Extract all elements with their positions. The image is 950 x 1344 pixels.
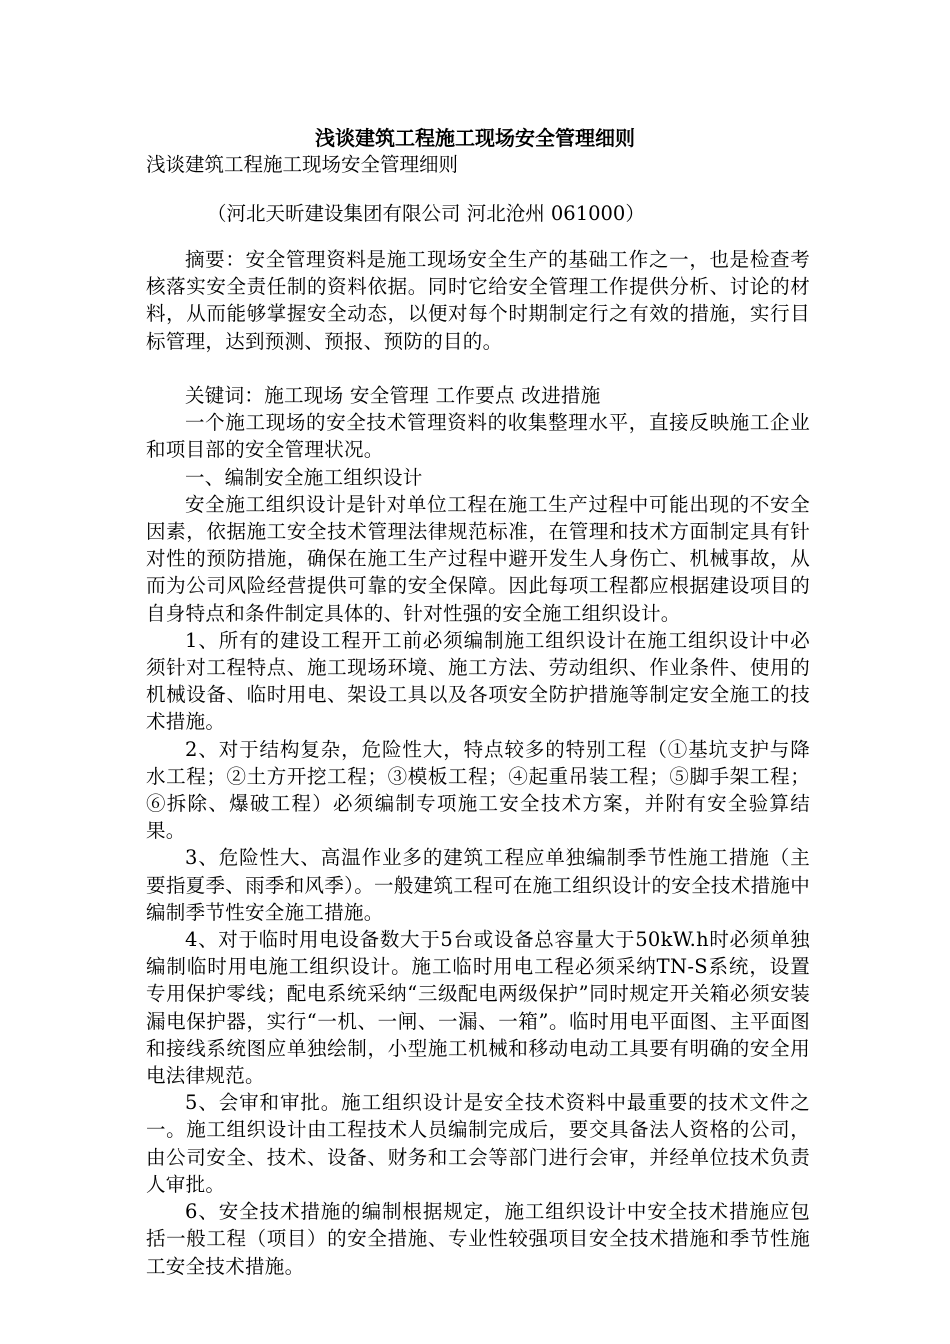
author-affiliation: （河北天昕建设集团有限公司 河北沧州 061000） [207,202,645,225]
list-paragraph: 5、会审和审批。施工组织设计是安全技术资料中最重要的技术文件之一。施工组织设计由工程技术人员编制完成后，要交具备法人资格的公司，由公司安全、技术、设备、财务和工会等部门进行会审，并经单位技术负责人审批。 [146,1091,810,1196]
list-paragraph: 2、对于结构复杂，危险性大，特点较多的特别工程（①基坑支护与降水工程；②土方开挖工程；③模板工程；④起重吊装工程；⑤脚手架工程；⑥拆除、爆破工程）必须编制专项施工安全技术方案，并附有安全验算结果。 [146,737,810,843]
list-paragraph: 4、对于临时用电设备数大于5台或设备总容量大于50kW.h时必须单独编制临时用电施工组织设计。施工临时用电工程必须采纳TN-S系统，设置专用保护零线；配电系统采纳“三级配电两级保护”同时规定开关箱必须安装漏电保护器，实行“一机、一闸、一漏、一箱”。临时用电平面图、主平面图和接线系统图应单独绘制，小型施工机械和移动电动工具要有明确的安全用电法律规范。 [146,928,810,1088]
abstract-paragraph: 摘要：安全管理资料是施工现场安全生产的基础工作之一，也是检查考核落实安全责任制的资料依据。同时它给安全管理工作提供分析、讨论的材料，从而能够掌握安全动态，以便对每个时期制定行之有效的措施，实行目标管理，达到预测、预报、预防的目的。 [146,248,810,353]
document-title: 浅谈建筑工程施工现场安全管理细则 [315,126,635,150]
body-paragraph: 安全施工组织设计是针对单位工程在施工生产过程中可能出现的不安全因素，依据施工安全技术管理法律规范标准，在管理和技术方面制定具有针对性的预防措施，确保在施工生产过程中避开发生人身伤亡、机械事故，从而为公司风险经营提供可靠的安全保障。因此每项工程都应根据建设项目的自身特点和条件制定具体的、针对性强的安全施工组织设计。 [146,492,810,625]
body-paragraph: 一个施工现场的安全技术管理资料的收集整理水平，直接反映施工企业和项目部的安全管理状况。 [146,411,810,462]
document-body [146,246,810,1280]
section-heading: 一、编制安全施工组织设计 [185,465,423,489]
list-paragraph: 1、所有的建设工程开工前必须编制施工组织设计在施工组织设计中必须针对工程特点、施工现场环境、施工方法、劳动组织、作业条件、使用的机械设备、临时用电、架设工具以及各项安全防护措施等制定安全施工的技术措施。 [146,628,810,734]
list-paragraph: 6、安全技术措施的编制根据规定，施工组织设计中安全技术措施应包括一般工程（项目）的安全措施、专业性较强项目安全技术措施和季节性施工安全技术措施。 [146,1200,810,1278]
keywords-line: 关键词：施工现场 安全管理 工作要点 改进措施 [185,384,601,407]
document-subtitle: 浅谈建筑工程施工现场安全管理细则 [146,153,459,176]
list-paragraph: 3、危险性大、高温作业多的建筑工程应单独编制季节性施工措施（主要指夏季、雨季和风季）。一般建筑工程可在施工组织设计的安全技术措施中编制季节性安全施工措施。 [146,846,810,924]
